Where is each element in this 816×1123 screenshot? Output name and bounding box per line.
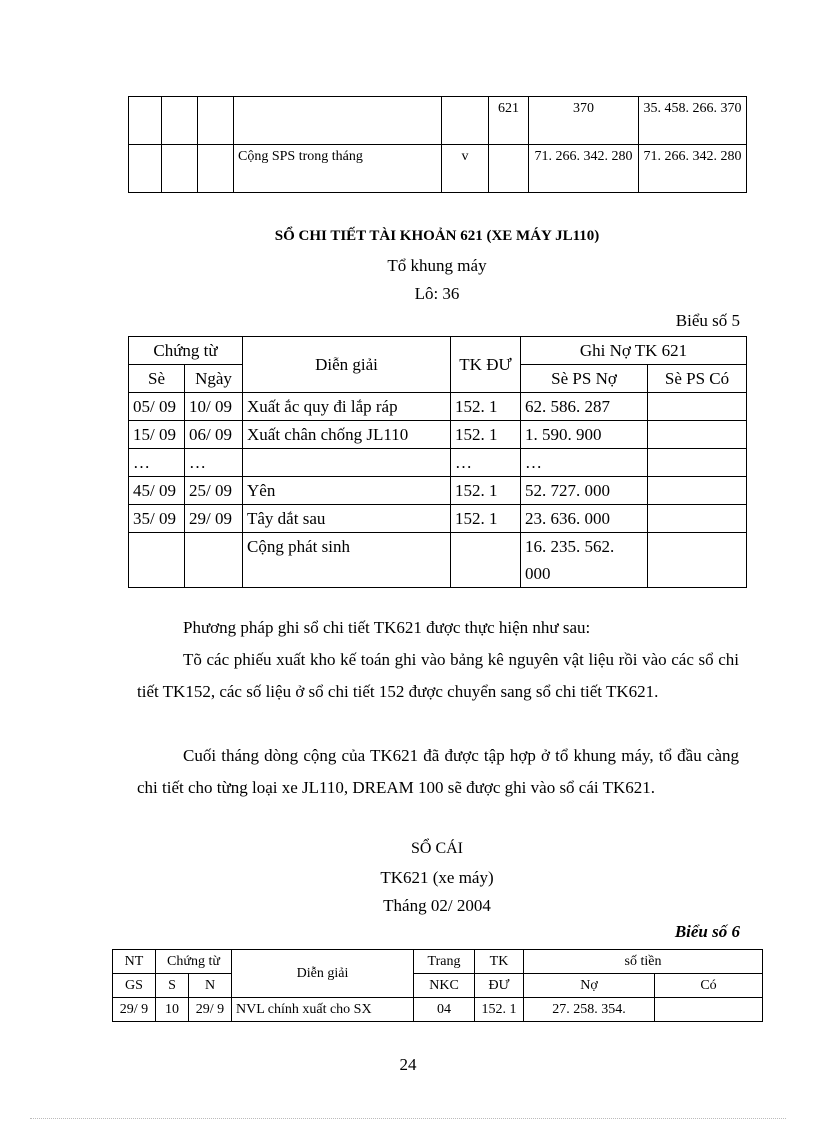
table-row xyxy=(129,477,747,505)
cell: 06/ 09 xyxy=(185,421,243,449)
cell xyxy=(243,449,451,477)
ledger1-title: SỔ CHI TIẾT TÀI KHOẢN 621 (XE MÁY JL110) xyxy=(274,228,600,244)
ledger2-title: SỔ CÁI xyxy=(410,840,463,857)
cell xyxy=(129,533,185,588)
cell xyxy=(655,998,763,1022)
cell: 29/ 9 xyxy=(189,998,232,1022)
cell: 05/ 09 xyxy=(129,393,185,421)
ledger1-table xyxy=(128,336,747,588)
table-row xyxy=(129,97,747,145)
table-row xyxy=(129,505,747,533)
cell: 04 xyxy=(414,998,475,1022)
cell: 152. 1 xyxy=(451,477,521,505)
cell: Tây dắt sau xyxy=(243,505,451,533)
ledger1-lot: Lô: 36 xyxy=(414,284,460,303)
continued-ledger-table xyxy=(128,96,747,193)
cell: … xyxy=(185,449,243,477)
header-trang: Trang xyxy=(414,950,475,974)
header-chung-tu: Chứng từ xyxy=(129,337,243,365)
cell: 25/ 09 xyxy=(185,477,243,505)
total-amount: 16. 235. 562. 000 xyxy=(521,533,648,588)
cell: 71. 266. 342. 280 xyxy=(529,145,639,193)
header-co: Có xyxy=(655,974,763,998)
table-row xyxy=(129,421,747,449)
cell: … xyxy=(129,449,185,477)
header-so: Sè xyxy=(129,365,185,393)
header-ps-no: Sè PS Nợ xyxy=(521,365,648,393)
cell xyxy=(129,145,162,193)
cell: 23. 636. 000 xyxy=(521,505,648,533)
ledger2-table xyxy=(112,949,763,1022)
cell: … xyxy=(451,449,521,477)
table-row xyxy=(129,393,747,421)
cell: 621 xyxy=(489,97,529,145)
page-footer-rule xyxy=(30,1118,786,1119)
cell: 29/ 9 xyxy=(113,998,156,1022)
header-ps-co: Sè PS Có xyxy=(648,365,747,393)
cell xyxy=(648,505,747,533)
ledger2-subtitle: TK621 (xe máy) xyxy=(380,868,494,887)
cell: Cộng SPS trong tháng xyxy=(234,145,442,193)
cell: 152. 1 xyxy=(451,421,521,449)
cell xyxy=(648,421,747,449)
cell: 15/ 09 xyxy=(129,421,185,449)
cell: 152. 1 xyxy=(451,505,521,533)
cell: 45/ 09 xyxy=(129,477,185,505)
cell xyxy=(451,533,521,588)
cell xyxy=(648,533,747,588)
cell: 10/ 09 xyxy=(185,393,243,421)
cell: 35. 458. 266. 370 xyxy=(639,97,747,145)
cell: 62. 586. 287 xyxy=(521,393,648,421)
cell: 152. 1 xyxy=(475,998,524,1022)
header-tk-du: TK ĐƯ xyxy=(451,337,521,393)
total-row xyxy=(129,533,747,588)
form-label: Biểu số 5 xyxy=(675,311,740,330)
form-label: Biểu số 6 xyxy=(674,922,740,941)
paragraph: Phương pháp ghi sổ chi tiết TK621 được thực hiện như sau: xyxy=(183,618,591,637)
header-dien-giai: Diễn giải xyxy=(232,950,414,998)
header-du: ĐƯ xyxy=(475,974,524,998)
header-so-tien: số tiền xyxy=(524,950,763,974)
cell: … xyxy=(521,449,648,477)
cell: Yên xyxy=(243,477,451,505)
cell xyxy=(129,97,162,145)
cell: 29/ 09 xyxy=(185,505,243,533)
cell xyxy=(198,97,234,145)
cell xyxy=(489,145,529,193)
cell: 27. 258. 354. xyxy=(524,998,655,1022)
header-dien-giai: Diễn giải xyxy=(243,337,451,393)
cell xyxy=(185,533,243,588)
paragraph: Tõ các phiếu xuất kho kế toán ghi vào bảng kê nguyên vật liệu rồi vào các sổ chi tiết TK152, các số liệu ở sổ chi tiết 152 được chuyển sang sổ chi tiết TK621. xyxy=(137,650,739,701)
cell: Xuất chân chống JL110 xyxy=(243,421,451,449)
cell xyxy=(648,477,747,505)
cell xyxy=(648,393,747,421)
header-row xyxy=(129,337,747,365)
cell xyxy=(198,145,234,193)
paragraph: Cuối tháng dòng cộng của TK621 đã được tập hợp ở tổ khung máy, tổ đầu càng chi tiết cho từng loại xe JL110, DREAM 100 sẽ được ghi vào sổ cái TK621. xyxy=(137,746,739,797)
page-number: 24 xyxy=(399,1055,417,1074)
table-row xyxy=(129,145,747,193)
cell xyxy=(648,449,747,477)
cell: 370 xyxy=(529,97,639,145)
table-row xyxy=(129,449,747,477)
header-row xyxy=(113,950,763,974)
cell xyxy=(162,145,198,193)
cell xyxy=(162,97,198,145)
ledger1-subtitle: Tổ khung máy xyxy=(387,256,487,275)
header-chung-tu: Chứng từ xyxy=(156,950,232,974)
header-n: N xyxy=(189,974,232,998)
header-ngay: Ngày xyxy=(185,365,243,393)
cell: 10 xyxy=(156,998,189,1022)
cell: Xuất ắc quy đi lắp ráp xyxy=(243,393,451,421)
cell: 35/ 09 xyxy=(129,505,185,533)
total-label: Cộng phát sinh xyxy=(243,533,451,588)
header-nkc: NKC xyxy=(414,974,475,998)
cell: 71. 266. 342. 280 xyxy=(639,145,747,193)
header-row xyxy=(113,974,763,998)
cell: 1. 590. 900 xyxy=(521,421,648,449)
cell: 152. 1 xyxy=(451,393,521,421)
header-s: S xyxy=(156,974,189,998)
header-no: Nợ xyxy=(524,974,655,998)
cell: NVL chính xuất cho SX xyxy=(232,998,414,1022)
cell xyxy=(234,97,442,145)
table-row xyxy=(113,998,763,1022)
header-tk: TK xyxy=(475,950,524,974)
header-nt: NT xyxy=(113,950,156,974)
cell: v xyxy=(442,145,489,193)
cell xyxy=(442,97,489,145)
header-gs: GS xyxy=(113,974,156,998)
header-ghi-no: Ghi Nợ TK 621 xyxy=(521,337,747,365)
ledger2-month: Tháng 02/ 2004 xyxy=(383,896,491,915)
cell: 52. 727. 000 xyxy=(521,477,648,505)
